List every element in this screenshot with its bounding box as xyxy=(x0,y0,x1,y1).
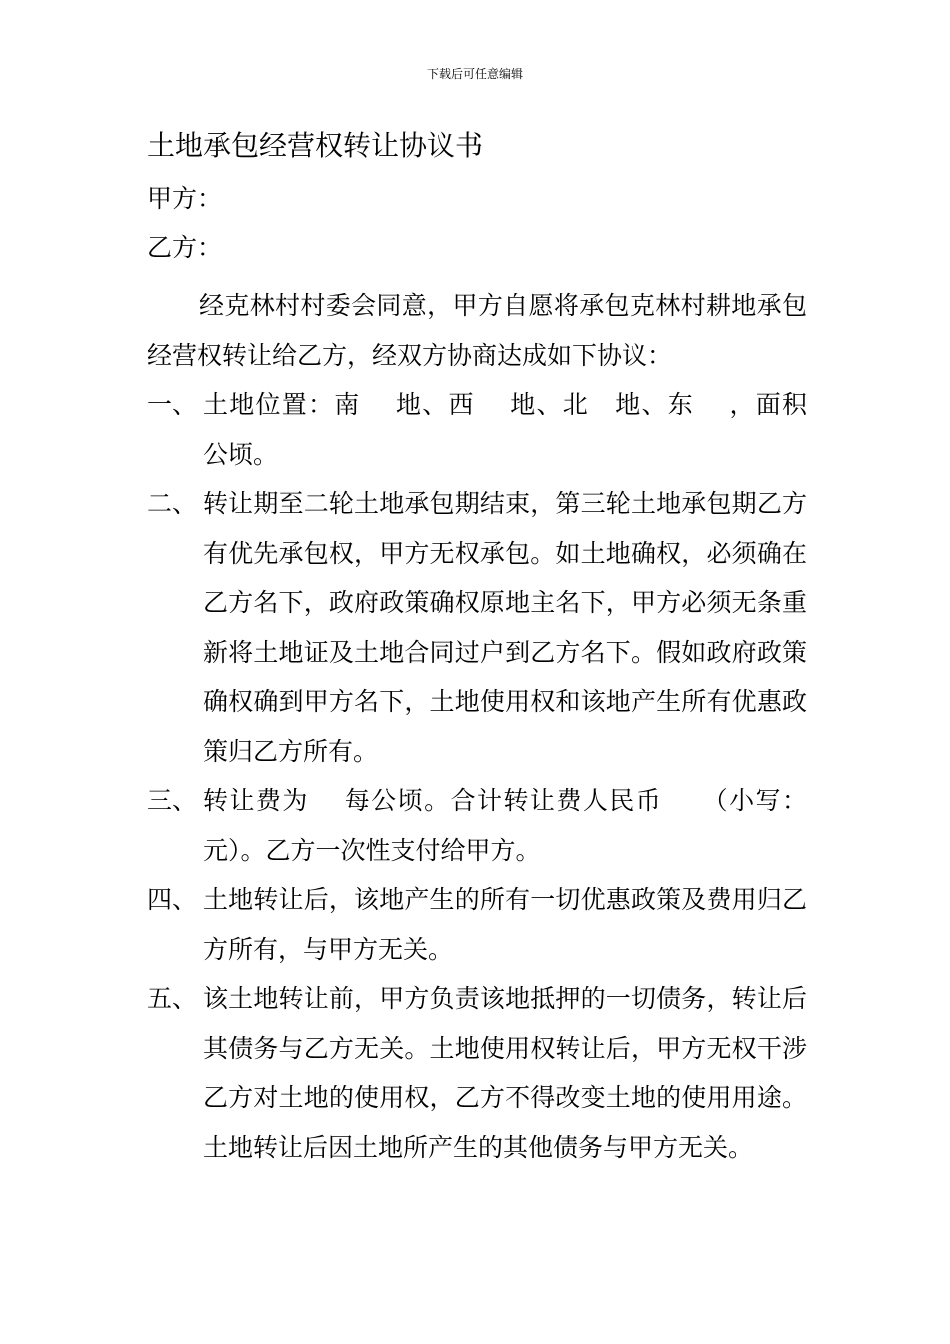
clause-number: 五、 xyxy=(147,984,198,1013)
clause-4 xyxy=(147,875,807,974)
clause-text: 该土地转让前，甲方负责该地抵押的一切债务，转让后其债务与乙方无关。土地使用权转让后，甲方无权干涉乙方对土地的使用权，乙方不得改变土地的使用用途。土地转让后因土地所产生的其他债务与甲方无关。 xyxy=(203,984,807,1162)
clause-number: 二、 xyxy=(147,489,198,518)
party-b-label: 乙方： xyxy=(147,233,223,262)
clause-text: 土地位置：南 地、西 地、北 地、东 ，面积 公顷。 xyxy=(203,390,833,469)
page-header-note: 下载后可任意编辑 xyxy=(426,67,523,81)
clause-1 xyxy=(147,380,833,479)
clause-text: 转让期至二轮土地承包期结束，第三轮土地承包期乙方有优先承包权，甲方无权承包。如土地确权，必须确在乙方名下，政府政策确权原地主名下，甲方必须无条重新将土地证及土地合同过户到乙方名下。假如政府政策确权确到甲方名下，土地使用权和该地产生所有优惠政策归乙方所有。 xyxy=(203,489,807,766)
clause-number: 四、 xyxy=(147,885,198,914)
clause-text: 转让费为 每公顷。合计转让费人民币 （小写：元）。乙方一次性支付给甲方。 xyxy=(203,786,807,865)
document-title: 土地承包经营权转让协议书 xyxy=(147,129,484,162)
clause-number: 一、 xyxy=(147,390,198,419)
clause-text: 土地转让后，该地产生的所有一切优惠政策及费用归乙方所有，与甲方无关。 xyxy=(203,885,807,964)
clause-2 xyxy=(147,479,807,776)
party-a-label: 甲方： xyxy=(147,184,223,213)
intro-paragraph: 经克林村村委会同意，甲方自愿将承包克林村耕地承包经营权转让给乙方，经双方协商达成如下协议： xyxy=(147,291,807,370)
clause-number: 三、 xyxy=(147,786,198,815)
clause-3 xyxy=(147,776,807,875)
clause-5 xyxy=(147,974,807,1172)
